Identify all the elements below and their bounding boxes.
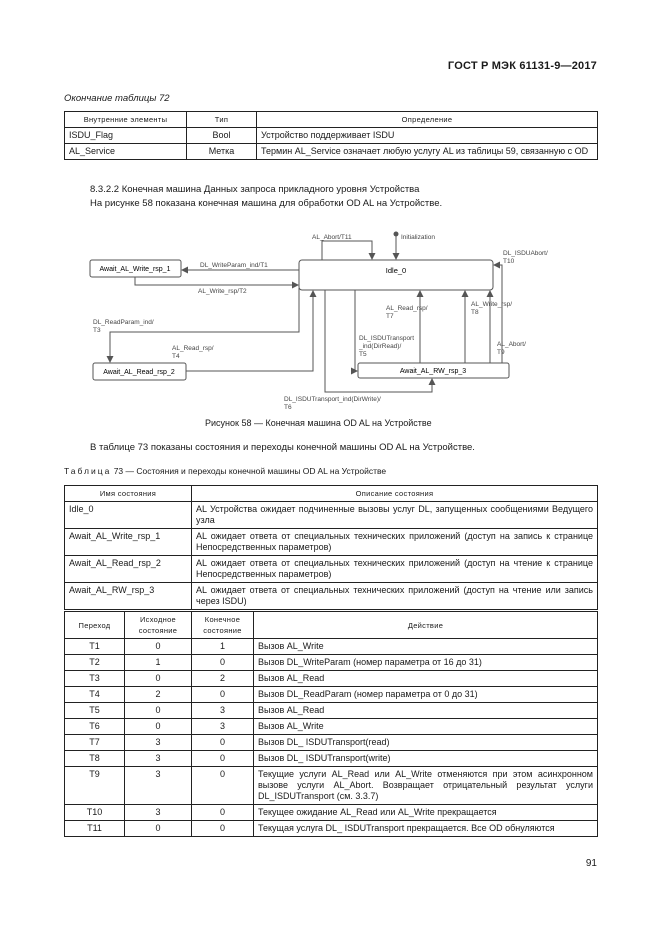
label-t6b: T6 bbox=[284, 404, 292, 411]
transition-src: 0 bbox=[125, 703, 192, 719]
label-t3b: T3 bbox=[93, 327, 101, 334]
state-write-label: Await_AL_Write_rsp_1 bbox=[99, 266, 171, 273]
table73-title bbox=[64, 466, 386, 476]
transition-id: T10 bbox=[65, 805, 125, 821]
table-row bbox=[65, 751, 598, 767]
transition-src: 1 bbox=[125, 655, 192, 671]
table73-title-text: 73 — Состояния и переходы конечной машины OD AL на Устройстве bbox=[113, 466, 387, 476]
transition-src: 3 bbox=[125, 751, 192, 767]
label-t6a: DL_ISDUTransport_ind(DirWrite)/ bbox=[284, 396, 381, 403]
table72-caption: Окончание таблицы 72 bbox=[64, 93, 170, 104]
table73-title-label: Таблица bbox=[64, 466, 112, 476]
state-desc: AL ожидает ответа от специальных технических приложений (доступ на чтение к странице Непосредственных параметров) bbox=[192, 556, 598, 583]
transition-id: T2 bbox=[65, 655, 125, 671]
transition-dst: 0 bbox=[192, 821, 254, 837]
figure58-caption: Рисунок 58 — Конечная машина OD AL на Устройстве bbox=[205, 418, 432, 428]
state-idle bbox=[299, 260, 493, 290]
table72-header-type: Тип bbox=[187, 112, 257, 128]
state-rw-label: Await_AL_RW_rsp_3 bbox=[399, 368, 467, 375]
table-row bbox=[65, 671, 598, 687]
transition-src: 0 bbox=[125, 671, 192, 687]
transition-action: Вызов AL_Read bbox=[254, 671, 598, 687]
state-read-label: Await_AL_Read_rsp_2 bbox=[103, 369, 175, 376]
figure58-diagram bbox=[60, 225, 548, 420]
table72-cell: Метка bbox=[187, 144, 257, 160]
section-heading: 8.3.2.2 Конечная машина Данных запроса прикладного уровня Устройства bbox=[90, 184, 420, 195]
table73-header-src: Исходное состояние bbox=[125, 612, 192, 639]
label-t4b: T4 bbox=[172, 353, 180, 360]
label-init: Initialization bbox=[401, 234, 435, 241]
table73-transitions bbox=[64, 611, 598, 837]
table-row bbox=[65, 583, 598, 610]
state-desc: AL ожидает ответа от специальных технических приложений (доступ на запись к странице Непосредственных параметров) bbox=[192, 529, 598, 556]
transition-action: Текущее ожидание AL_Read или AL_Write прекращается bbox=[254, 805, 598, 821]
standard-header: ГОСТ Р МЭК 61131-9—2017 bbox=[447, 60, 597, 72]
transition-src: 3 bbox=[125, 805, 192, 821]
state-name: Idle_0 bbox=[65, 502, 192, 529]
transition-id: T4 bbox=[65, 687, 125, 703]
transition-action: Вызов AL_Read bbox=[254, 703, 598, 719]
transition-action: Вызов DL_ ISDUTransport(write) bbox=[254, 751, 598, 767]
state-idle-label: Idle_0 bbox=[385, 266, 407, 275]
table-row bbox=[65, 703, 598, 719]
transition-action: Текущая услуга DL_ ISDUTransport прекращается. Все OD обнуляются bbox=[254, 821, 598, 837]
transition-action: Вызов DL_ReadParam (номер параметра от 0 до 31) bbox=[254, 687, 598, 703]
table-row bbox=[65, 502, 598, 529]
table72-cell: AL_Service bbox=[65, 144, 187, 160]
transition-src: 2 bbox=[125, 687, 192, 703]
transition-dst: 0 bbox=[192, 805, 254, 821]
table72-cell: Bool bbox=[187, 128, 257, 144]
table-row bbox=[65, 805, 598, 821]
arrow-t11 bbox=[322, 241, 372, 260]
section-intro: На рисунке 58 показана конечная машина для обработки OD AL на Устройстве. bbox=[90, 198, 443, 209]
label-t8a: AL_Write_rsp/ bbox=[471, 301, 513, 308]
label-t5a: DL_ISDUTransport bbox=[359, 335, 415, 342]
label-t9a: AL_Abort/ bbox=[497, 341, 526, 348]
transition-action: Вызов DL_WriteParam (номер параметра от 16 до 31) bbox=[254, 655, 598, 671]
table72-header-definition: Определение bbox=[257, 112, 598, 128]
label-t2: AL_Write_rsp/T2 bbox=[198, 288, 247, 295]
arrow-t4 bbox=[186, 291, 313, 371]
transition-id: T8 bbox=[65, 751, 125, 767]
table-row bbox=[65, 719, 598, 735]
transition-dst: 3 bbox=[192, 703, 254, 719]
state-name: Await_AL_Read_rsp_2 bbox=[65, 556, 192, 583]
table72-cell: ISDU_Flag bbox=[65, 128, 187, 144]
transition-action: Вызов DL_ ISDUTransport(read) bbox=[254, 735, 598, 751]
transition-action: Вызов AL_Write bbox=[254, 719, 598, 735]
label-t7b: T7 bbox=[386, 313, 394, 320]
page-number: 91 bbox=[585, 858, 597, 869]
label-t10b: T10 bbox=[503, 258, 515, 265]
transition-src: 0 bbox=[125, 821, 192, 837]
table73-states bbox=[64, 485, 598, 610]
table-row bbox=[65, 821, 598, 837]
transition-dst: 1 bbox=[192, 639, 254, 655]
table-row bbox=[65, 687, 598, 703]
transition-id: T3 bbox=[65, 671, 125, 687]
table-row bbox=[65, 128, 598, 144]
table-row bbox=[65, 655, 598, 671]
label-t5b: _ind(DirRead)/ bbox=[359, 343, 402, 350]
state-desc: AL Устройства ожидает подчиненные вызовы услуг DL, запущенных сообщениями Ведущего узла bbox=[192, 502, 598, 529]
label-t11: AL_Abort/T11 bbox=[312, 234, 352, 241]
transition-id: T11 bbox=[65, 821, 125, 837]
arrow-t2 bbox=[135, 277, 298, 285]
label-t9b: T9 bbox=[497, 349, 505, 356]
table72 bbox=[64, 111, 598, 160]
transition-id: T7 bbox=[65, 735, 125, 751]
label-t4a: AL_Read_rsp/ bbox=[172, 345, 214, 352]
table-row bbox=[65, 735, 598, 751]
table-row bbox=[65, 144, 598, 160]
transition-dst: 0 bbox=[192, 687, 254, 703]
table73-header-state: Имя состояния bbox=[65, 486, 192, 502]
transition-src: 0 bbox=[125, 719, 192, 735]
table73-header-transition: Переход bbox=[65, 612, 125, 639]
table-row bbox=[65, 639, 598, 655]
transition-src: 3 bbox=[125, 767, 192, 805]
state-name: Await_AL_RW_rsp_3 bbox=[65, 583, 192, 610]
label-t3a: DL_ReadParam_ind/ bbox=[93, 319, 154, 326]
transition-id: T9 bbox=[65, 767, 125, 805]
transition-id: T5 bbox=[65, 703, 125, 719]
transition-dst: 0 bbox=[192, 751, 254, 767]
table-row bbox=[65, 767, 598, 805]
table72-cell: Термин AL_Service означает любую услугу AL из таблицы 59, связанную с OD bbox=[257, 144, 598, 160]
transition-action: Вызов AL_Write bbox=[254, 639, 598, 655]
label-t5c: T5 bbox=[359, 351, 367, 358]
table-row bbox=[65, 556, 598, 583]
transition-src: 0 bbox=[125, 639, 192, 655]
transition-dst: 3 bbox=[192, 719, 254, 735]
label-t7a: AL_Read_rsp/ bbox=[386, 305, 428, 312]
transition-id: T6 bbox=[65, 719, 125, 735]
table72-header-element: Внутренние элементы bbox=[65, 112, 187, 128]
transition-action: Текущие услуги AL_Read или AL_Write отменяются при этом асинхронном вызове услуги AL_Abort. Возвращает отрицательный результат услуги DL_ISDUTransport (см. 3.3.7) bbox=[254, 767, 598, 805]
transition-dst: 0 bbox=[192, 767, 254, 805]
table72-cell: Устройство поддерживает ISDU bbox=[257, 128, 598, 144]
transition-dst: 0 bbox=[192, 735, 254, 751]
transition-id: T1 bbox=[65, 639, 125, 655]
state-desc: AL ожидает ответа от специальных технических приложений (доступ на чтение или запись через ISDU) bbox=[192, 583, 598, 610]
table73-header-desc: Описание состояния bbox=[192, 486, 598, 502]
label-t8b: T8 bbox=[471, 309, 479, 316]
table-row bbox=[65, 529, 598, 556]
transition-dst: 2 bbox=[192, 671, 254, 687]
table73-header-action: Действие bbox=[254, 612, 598, 639]
transition-dst: 0 bbox=[192, 655, 254, 671]
label-t1: DL_WriteParam_ind/T1 bbox=[200, 262, 268, 269]
arrow-t5 bbox=[355, 290, 357, 371]
table73-header-dst: Конечное состояние bbox=[192, 612, 254, 639]
state-name: Await_AL_Write_rsp_1 bbox=[65, 529, 192, 556]
para-table73: В таблице 73 показаны состояния и переходы конечной машины OD AL на Устройстве. bbox=[90, 442, 475, 453]
label-t10a: DL_ISDUAbort/ bbox=[503, 250, 548, 257]
transition-src: 3 bbox=[125, 735, 192, 751]
